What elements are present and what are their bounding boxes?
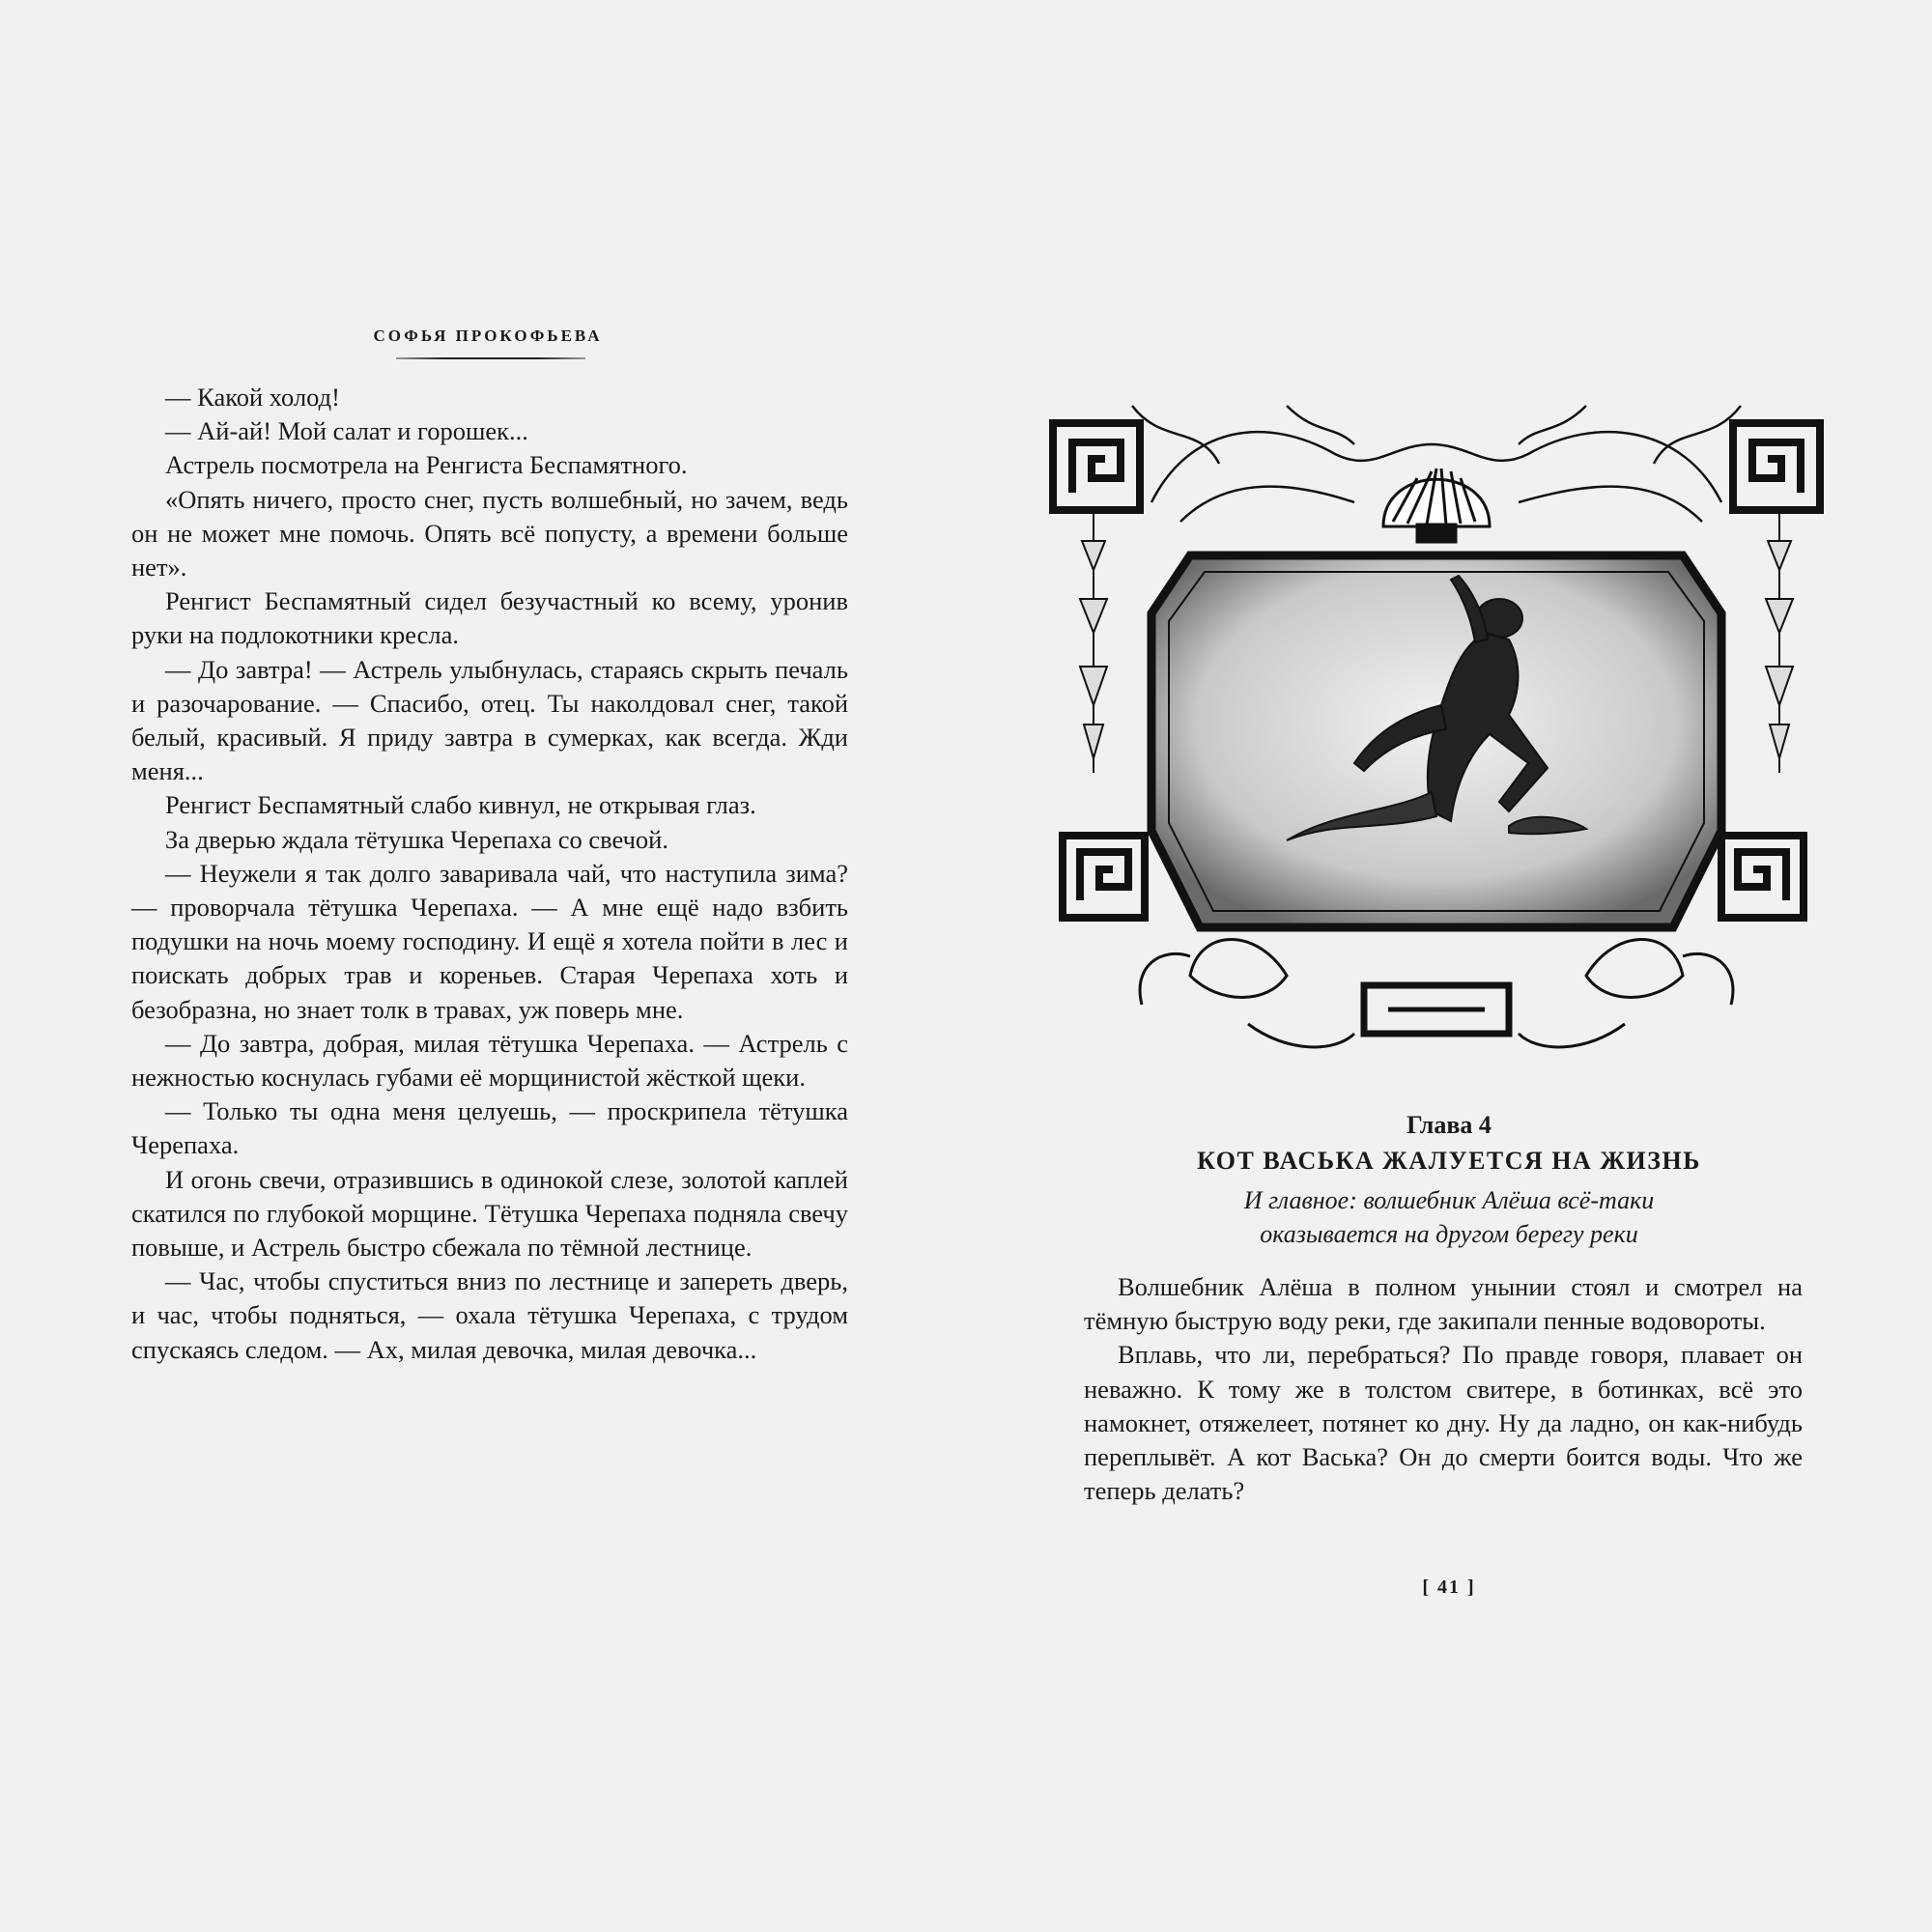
paragraph: Вплавь, что ли, перебраться? По правде говоря, плавает он неважно. К тому же в толстом свитере, в ботинках, всё это намокнет, отяжелеет, потянет ко дну. Ну да ладно, он как-нибудь переплывёт. А кот Васька? Он до смерти боится воды. Что же теперь делать? xyxy=(1084,1340,1803,1506)
greek-key-bottom-left-icon xyxy=(1063,836,1145,918)
paragraph: Астрель посмотрела на Ренгиста Беспамятного. xyxy=(165,450,688,480)
pendant-right-icon xyxy=(1766,510,1793,773)
greek-key-top-right-icon xyxy=(1733,423,1820,510)
paragraph: Ренгист Беспамятный слабо кивнул, не открывая глаз. xyxy=(165,790,756,820)
paragraph: — Какой холод! xyxy=(165,383,340,412)
paragraph: Волшебник Алёша в полном унынии стоял и смотрел на тёмную быструю воду реки, где закипали пенные водовороты. xyxy=(1084,1272,1803,1336)
paragraph: И огонь свечи, отразившись в одинокой слезе, золотой каплей скатился по глубокой морщине. Тётушка Черепаха подняла свечу повыше, и Астрель быстро сбежала по тёмной лестнице. xyxy=(131,1164,848,1263)
paragraph: — Неужели я так долго заваривала чай, что наступила зима? — проворчала тётушка Черепаха. — А мне ещё надо взбить подушки на ночь моему господину. И ещё я хотела пойти в лес и поискать добрых трав и кореньев. Старая Черепаха хоть и безобразна, но знает толк в травах, уж поверь мне. xyxy=(131,858,848,1024)
running-head-rule xyxy=(396,357,585,359)
paragraph: — Только ты одна меня целуешь, — проскрипела тётушка Черепаха. xyxy=(131,1096,848,1160)
chapter-number: Глава 4 xyxy=(1406,1111,1492,1139)
left-page-text xyxy=(131,381,848,1367)
chapter-subtitle xyxy=(1159,1183,1739,1251)
page-number: [ 41 ] xyxy=(1422,1577,1476,1598)
ornament-bottom xyxy=(1140,940,1733,1047)
paragraph: — Ай-ай! Мой салат и горошек... xyxy=(165,416,528,446)
greek-key-bottom-right-icon xyxy=(1721,836,1804,918)
right-page-text xyxy=(1084,1270,1803,1508)
chapter-subtitle-line: И главное: волшебник Алёша всё-таки xyxy=(1243,1186,1655,1214)
chapter-illustration xyxy=(1045,386,1828,1067)
chapter-subtitle-line: оказывается на другом берегу реки xyxy=(1260,1220,1638,1248)
paragraph: За дверью ждала тётушка Черепаха со свечой. xyxy=(165,824,668,854)
chapter-title: КОТ ВАСЬКА ЖАЛУЕТСЯ НА ЖИЗНЬ xyxy=(1197,1147,1701,1175)
running-head: СОФЬЯ ПРОКОФЬЕВА xyxy=(373,327,603,345)
pendant-left-icon xyxy=(1080,510,1107,773)
shell-icon xyxy=(1383,469,1490,542)
paragraph: — До завтра! — Астрель улыбнулась, стараясь скрыть печаль и разочарование. — Спасибо, отец. Ты наколдовал снег, такой белый, красивый. Я приду завтра в сумерках, как всегда. Жди меня... xyxy=(131,654,848,786)
greek-key-top-left-icon xyxy=(1053,423,1140,510)
right-page xyxy=(966,0,1932,1932)
paragraph: — Час, чтобы спуститься вниз по лестнице и запереть дверь, и час, чтобы подняться, — охала тётушка Черепаха, с трудом спускаясь следом. — Ах, милая девочка, милая девочка... xyxy=(131,1266,848,1364)
paragraph: — До завтра, добрая, милая тётушка Черепаха. — Астрель с нежностью коснулась губами её морщинистой жёсткой щеки. xyxy=(131,1028,848,1093)
paragraph: Ренгист Беспамятный сидел безучастный ко всему, уронив руки на подлокотники кресла. xyxy=(131,586,848,650)
paragraph: «Опять ничего, просто снег, пусть волшебный, но зачем, ведь он не может мне помочь. Опять всё попусту, а времени больше нет». xyxy=(131,484,848,582)
